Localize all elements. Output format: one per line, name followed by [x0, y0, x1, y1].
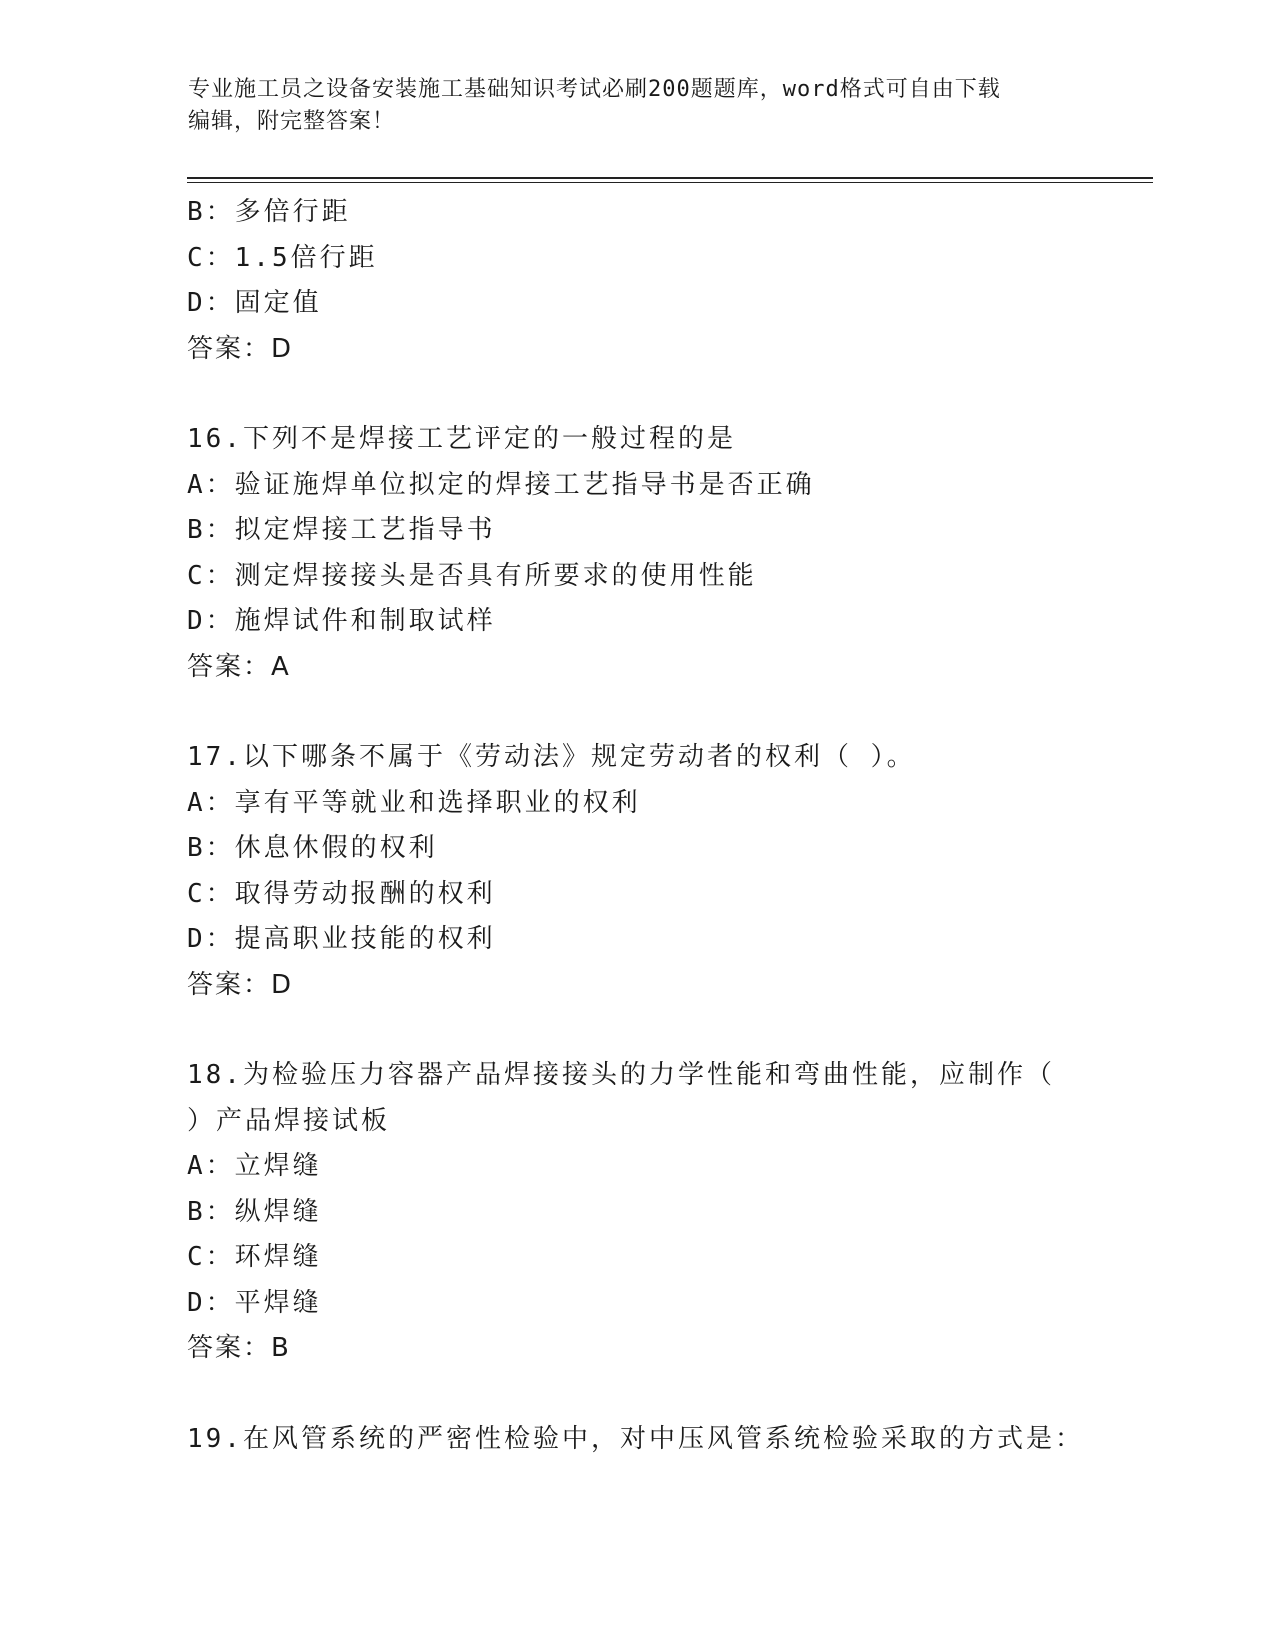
question-stem-line-1: 18.为检验压力容器产品焊接接头的力学性能和弯曲性能，应制作（ [187, 1060, 1055, 1090]
answer: 答案：D [187, 969, 294, 1000]
option-d: D：平焊缝 [187, 1287, 322, 1318]
question-19 [187, 1417, 1087, 1463]
option-c: C：1.5倍行距 [187, 242, 378, 273]
option-a: A：立焊缝 [187, 1151, 322, 1181]
question-stem: 17.以下哪条不属于《劳动法》规定劳动者的权利（ ）。 [187, 742, 916, 772]
spacer [187, 1372, 1087, 1417]
option-b: B：多倍行距 [187, 197, 351, 227]
answer: 答案：B [187, 1333, 291, 1363]
header-line-1: 专业施工员之设备安装施工基础知识考试必刷200题题库，word格式可自由下载 [188, 77, 1001, 102]
option-c: C：测定焊接接头是否具有所要求的使用性能 [187, 560, 757, 591]
option-a: A：验证施焊单位拟定的焊接工艺指导书是否正确 [187, 469, 815, 500]
option-b: B：休息休假的权利 [187, 833, 438, 863]
option-a: A：享有平等就业和选择职业的权利 [187, 787, 641, 818]
answer: 答案：D [187, 333, 294, 364]
option-d: D：施焊试件和制取试样 [187, 606, 496, 636]
question-stem: 16.下列不是焊接工艺评定的一般过程的是 [187, 424, 736, 454]
question-16 [187, 417, 1087, 690]
question-list [187, 190, 1087, 1462]
question-stem: 19.在风管系统的严密性检验中，对中压风管系统检验采取的方式是： [187, 1423, 1084, 1454]
header-rule-thick [187, 177, 1153, 179]
answer: 答案：A [187, 651, 291, 682]
question-17 [187, 735, 1087, 1008]
spacer [187, 690, 1087, 735]
spacer [187, 372, 1087, 417]
spacer [187, 1008, 1087, 1053]
question-18 [187, 1053, 1087, 1372]
option-b: B：纵焊缝 [187, 1196, 322, 1227]
question-stem-line-2: ）产品焊接试板 [187, 1105, 391, 1136]
option-d: D：固定值 [187, 288, 322, 318]
option-c: C：取得劳动报酬的权利 [187, 878, 496, 909]
option-b: B：拟定焊接工艺指导书 [187, 515, 496, 545]
question-15 [187, 190, 1087, 372]
option-c: C：环焊缝 [187, 1242, 322, 1272]
header-line-2: 编辑，附完整答案！ [188, 109, 396, 134]
option-d: D：提高职业技能的权利 [187, 924, 496, 954]
header-rule-thin [187, 182, 1153, 183]
document-header [188, 74, 1068, 138]
